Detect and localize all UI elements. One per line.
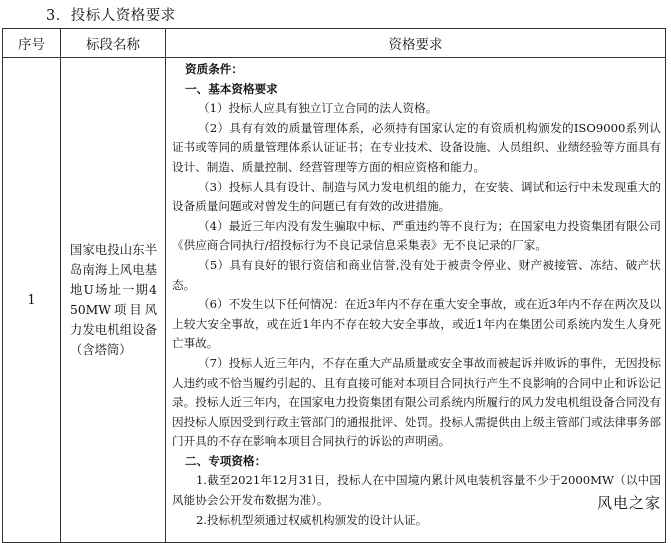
row-requirements — [166, 58, 666, 543]
req-line: （5）具有良好的银行资信和商业信誉,没有处于被责令停业、财产被接管、冻结、破产状态。 — [172, 257, 661, 292]
req-line: 一、基本资格要求 — [185, 81, 278, 96]
req-line: 资质条件： — [185, 62, 243, 76]
header-seq: 序号 — [3, 29, 61, 58]
section-heading: 3．投标人资格要求 — [46, 8, 176, 24]
req-line: （4）最近三年内没有发生骗取中标、严重违约等不良行为；在国家电力投资集团有限公司《供应商合同执行/招投标行为不良记录信息采集表》无不良记录的厂家。 — [172, 218, 661, 253]
table-header-row — [3, 29, 666, 58]
req-line: （2）具有有效的质量管理体系，必须持有国家认定的有资质机构颁发的ISO9000系列认证书或等同的质量管理体系认证证书；在专业技术、设备设施、人员组织、业绩经验等方面具有设计、制造、质量控制、经营管理等方面的相应资格和能力。 — [172, 120, 661, 174]
req-line: （3）投标人具有设计、制造与风力发电机组的能力，在安装、调试和运行中未发现重大的设备质量问题或对曾发生的问题已有有效的改进措施。 — [172, 179, 661, 214]
req-line: 二、专项资格： — [185, 453, 267, 468]
req-line: 1.截至2021年12月31日，投标人在中国境内累计风电装机容量不少于2000MW（以中国风能协会公开发布数据为准）。 — [172, 473, 661, 508]
row-seq: 1 — [3, 58, 61, 543]
row-lot-name: 国家电投山东半岛南海上风电基地U场址一期450MW项目风力发电机组设备（含塔筒） — [61, 58, 166, 543]
header-lot-name: 标段名称 — [61, 29, 166, 58]
table-row — [3, 58, 666, 543]
watermark-logo: 风电之家 — [593, 491, 665, 514]
req-line: 2.投标机型须通过权威机构颁发的设计认证。 — [196, 512, 428, 527]
qualification-table — [2, 28, 666, 543]
header-requirements: 资格要求 — [166, 29, 666, 58]
req-line: （7）投标人近三年内，不存在重大产品质量或安全事故而被起诉并败诉的事件，无因投标人违约或不恰当履约引起的、且有直接可能对本项目合同执行产生不良影响的合同中止和诉讼记录。投标人近三年内，在国家电力投资集团有限公司系统内所履行的风力发电机组设备合同没有因投标人原因受到行政主管部门的通报批评、处罚。投标人需提供由上级主管部门或法律事务部门开具的不存在影响本项目合同执行的诉讼的声明函。 — [172, 355, 661, 449]
req-line: （6）不发生以下任何情况：在近3年内不存在重大安全事故，或在近3年内不存在两次及以上较大安全事故，或在近1年内不存在较大安全事故，或近1年内在集团公司系统内发生人身死亡事故。 — [172, 297, 661, 351]
req-line: （1）投标人应具有独立订立合同的法人资格。 — [198, 101, 438, 116]
